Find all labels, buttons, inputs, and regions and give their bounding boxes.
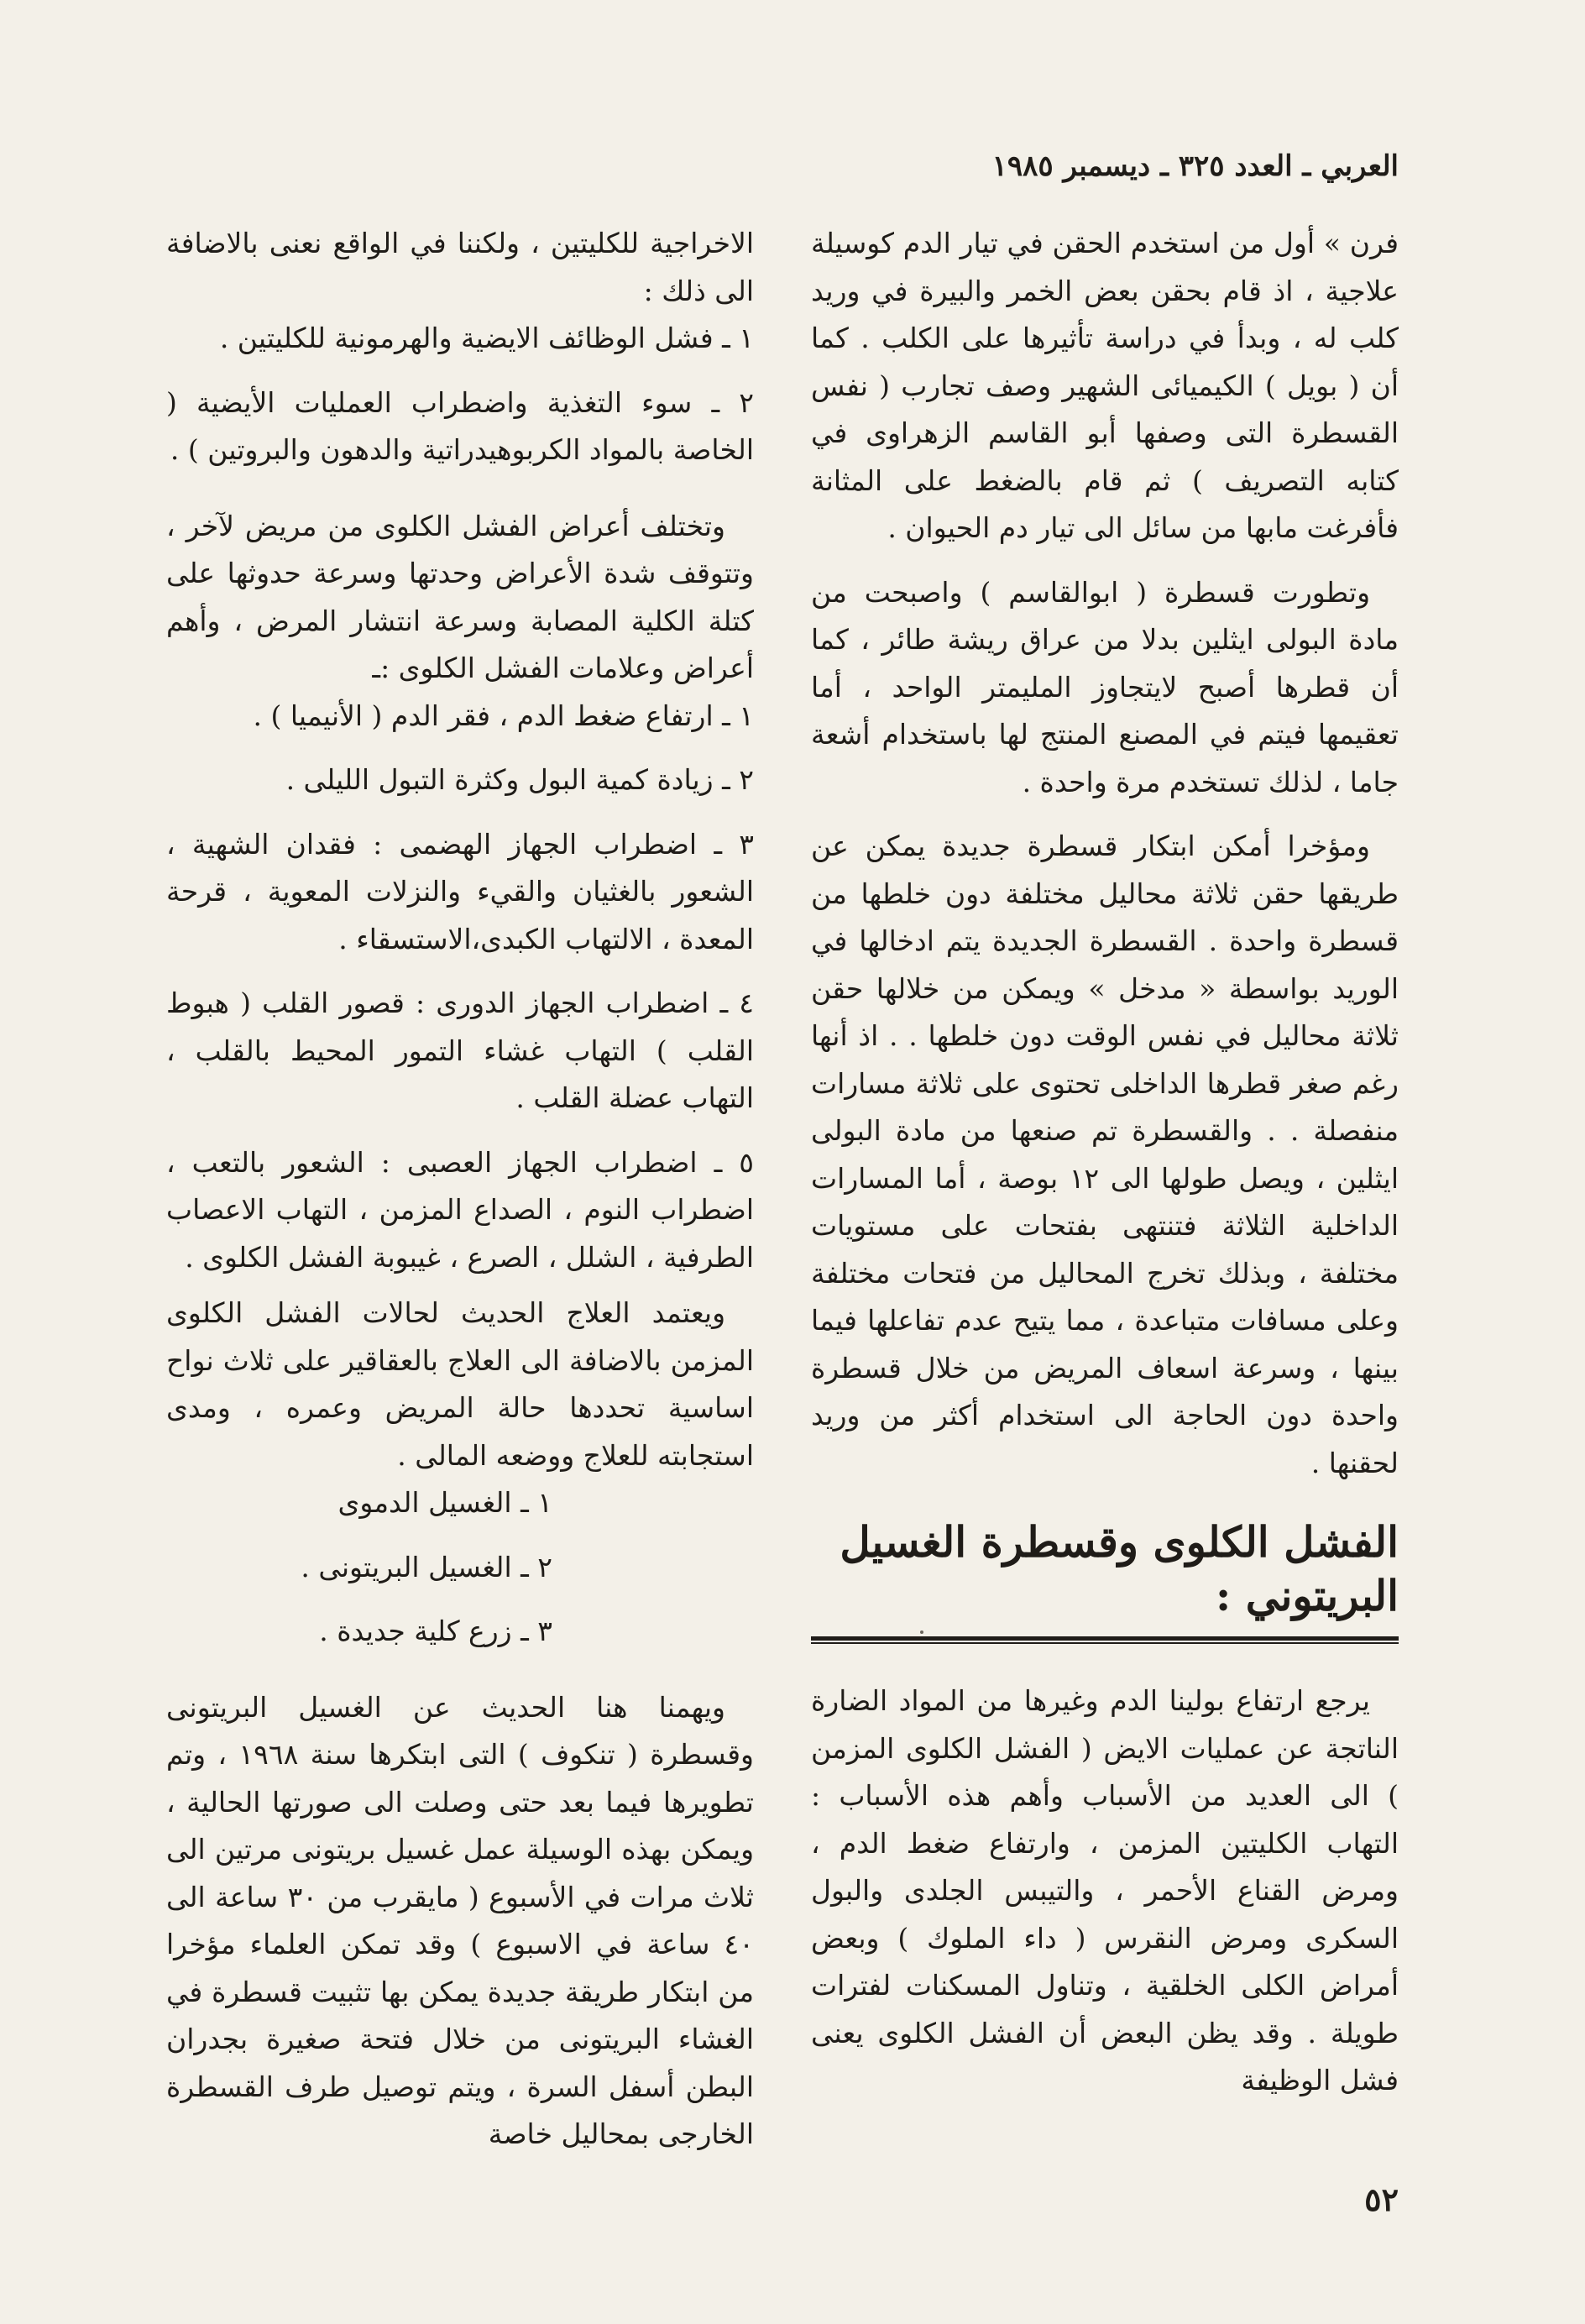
paragraph: ومؤخرا أمكن ابتكار قسطرة جديدة يمكن عن طريقها حقن ثلاثة محاليل مختلفة دون خلطها من قسطرة واحدة . القسطرة الجديدة يتم ادخالها في الوريد بواسطة « مدخل » ويمكن من خلالها حقن ثلاثة محاليل في نفس الوقت دون خلطها . . اذ أنها رغم صغر قطرها الداخلى تحتوى على ثلاثة مسارات منفصلة . . والقسطرة تم صنعها من مادة البولى ايثلين ، ويصل طولها الى ١٢ بوصة ، أما المسارات الداخلية الثلاثة فتنتهى بفتحات على مستويات مختلفة ، وبذلك تخرج المحاليل من فتحات مختلفة وعلى مسافات متباعدة ، مما يتيح عدم تفاعلها فيما بينها ، وسرعة اسعاف المريض من خلال قسطرة واحدة دون الحاجة الى استخدام أكثر من وريد لحقنها . [811, 830, 1399, 1479]
list-item: ١ ـ الغسيل الدموى [337, 1486, 552, 1519]
left-column [166, 220, 754, 2175]
list-item: ٢ ـ زيادة كمية البول وكثرة التبول الليلى . [285, 763, 754, 796]
print-speck [920, 1630, 923, 1634]
list-item: ٤ ـ اضطراب الجهاز الدورى : قصور القلب ( هبوط القلب ) التهاب غشاء التمور المحيط بالقلب ، التهاب عضلة القلب . [166, 987, 754, 1114]
list-item: ١ ـ فشل الوظائف الايضية والهرمونية للكليتين . [219, 322, 754, 354]
paragraph: ويهمنا هنا الحديث عن الغسيل البريتونى وقسطرة ( تنكوف ) التى ابتكرها سنة ١٩٦٨ ، وتم تطويرها فيما بعد حتى وصلت الى صورتها الحالية ، ويمكن بهذه الوسيلة عمل غسيل بريتونى مرتين الى ثلاث مرات في الأسبوع ( مايقرب من ٣٠ ساعة الى ٤٠ ساعة في الاسبوع ) وقد تمكن العلماء مؤخرا من ابتكار طريقة جديدة يمكن بها تثبيت قسطرة في الغشاء البريتونى من خلال فتحة صغيرة بجدران البطن أسفل السرة ، ويتم توصيل طرف القسطرة الخارجى بمحاليل خاصة [166, 1690, 754, 2150]
list-item: ١ ـ ارتفاع ضغط الدم ، فقر الدم ( الأنيميا ) . [253, 699, 754, 732]
list-item: ٣ ـ زرع كلية جديدة . [319, 1615, 552, 1647]
paragraph: الاخراجية للكليتين ، ولكننا في الواقع نعنى بالاضافة الى ذلك : [166, 227, 754, 307]
list-item: ٥ ـ اضطراب الجهاز العصبى : الشعور بالتعب ، اضطراب النوم ، الصداع المزمن ، التهاب الاعصاب الطرفية ، الشلل ، الصرع ، غيبوبة الفشل الكلوى . [166, 1145, 754, 1274]
section-divider [811, 1636, 1399, 1641]
list-item: ٢ ـ سوء التغذية واضطراب العمليات الأيضية ( الخاصة بالمواد الكربوهيدراتية والدهون والبروتين ) . [166, 385, 754, 466]
paragraph: ويعتمد العلاج الحديث لحالات الفشل الكلوى المزمن بالاضافة الى العلاج بالعقاقير على ثلاث نواح اساسية تحددها حالة المريض وعمره ، ومدى استجابته للعلاج ووضعه المالى . [166, 1296, 754, 1472]
paragraph: وتطورت قسطرة ( ابوالقاسم ) واصبحت من مادة البولى ايثلين بدلا من عراق ريشة طائر ، كما أن قطرها أصبح لايتجاوز المليمتر الواحد ، أما تعقيمها فيتم في المصنع المنتج لها باستخدام أشعة جاما ، لذلك تستخدم مرة واحدة . [811, 575, 1399, 798]
section-divider [811, 1642, 1399, 1644]
page-header: العربي ـ العدد ٣٢٥ ـ ديسمبر ١٩٨٥ [991, 149, 1399, 183]
list-item: ٣ ـ اضطراب الجهاز الهضمى : فقدان الشهية ، الشعور بالغثيان والقيء والنزلات المعوية ، قرحة المعدة ، الالتهاب الكبدى،الاستسقاء . [166, 827, 754, 955]
list-item: ٢ ـ الغسيل البريتونى . [301, 1550, 552, 1583]
right-column [811, 220, 1399, 2122]
page-number: ٥٢ [1364, 2180, 1399, 2218]
paragraph: يرجع ارتفاع بولينا الدم وغيرها من المواد الضارة الناتجة عن عمليات الايض ( الفشل الكلوى المزمن ) الى العديد من الأسباب وأهم هذه الأسباب : التهاب الكليتين المزمن ، وارتفاع ضغط الدم ، ومرض القناع الأحمر ، والتيبس الجلدى والبول السكرى ومرض النقرس ( داء الملوك ) وبعض أمراض الكلى الخلقية ، وتناول المسكنات لفترات طويلة . وقد يظن البعض أن الفشل الكلوى يعنى فشل الوظيفة [811, 1684, 1399, 2096]
paragraph: فرن » أول من استخدم الحقن في تيار الدم كوسيلة علاجية ، اذ قام بحقن بعض الخمر والبيرة في وريد كلب له ، وبدأ في دراسة تأثيرها على الكلب . كما أن ( بويل ) الكيميائى الشهير وصف تجارب ( نفس القسطرة التى وصفها أبو القاسم الزهراوى في كتابه التصريف ) ثم قام بالضغط على المثانة فأفرغت مابها من سائل الى تيار دم الحيوان . [811, 227, 1399, 544]
section-title: الفشل الكلوى وقسطرة الغسيل البريتوني : [840, 1517, 1399, 1620]
paragraph: وتختلف أعراض الفشل الكلوى من مريض لآخر ، وتتوقف شدة الأعراض وحدتها وسرعة حدوثها على كتلة الكلية المصابة وسرعة انتشار المرض ، وأهم أعراض وعلامات الفشل الكلوى :ـ [166, 509, 754, 684]
